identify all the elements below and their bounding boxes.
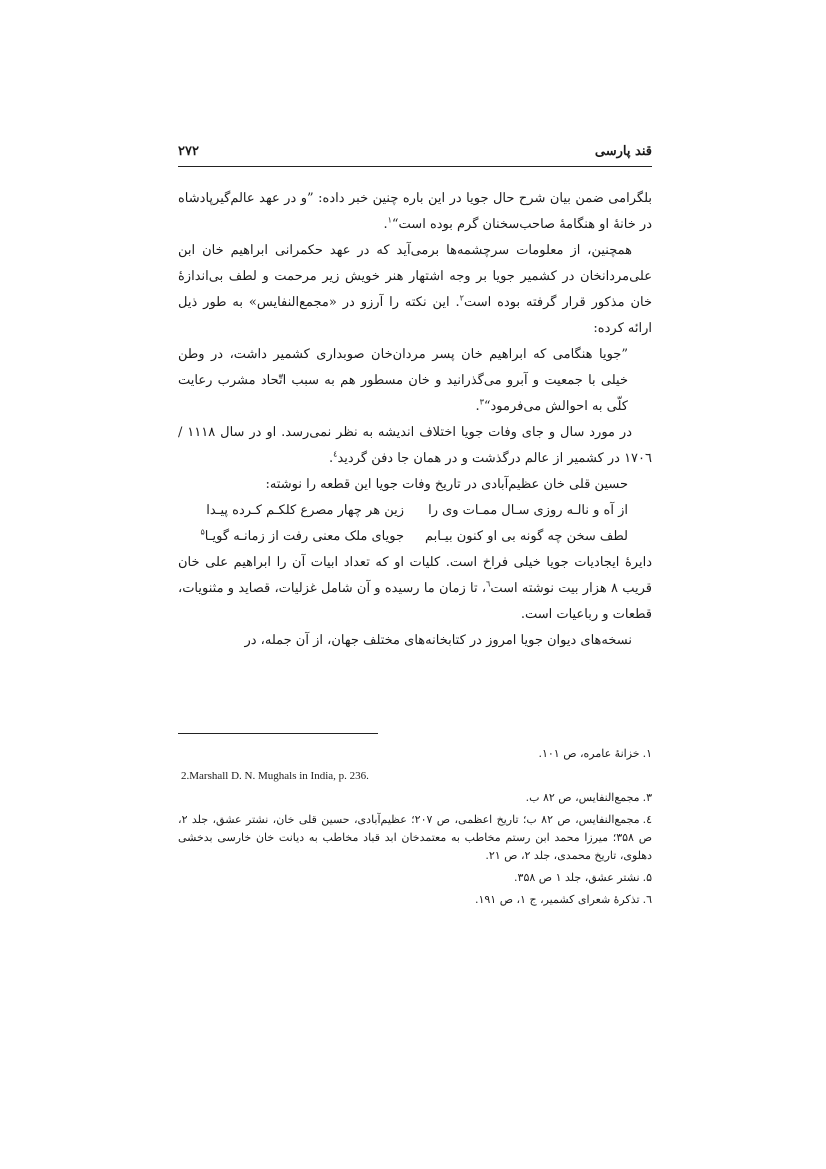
- block-quote: ”جویا هنگامی که ابراهیم خان پسر مردان‌خان صوبداری کشمیر داشت، در وطن خیلی با جمعیت و آبرو می‌گذرانید و خان مسطور هم به سبب اتّحاد مشرب رعایت کلّی به احوالش می‌فرمود“$^۳$.: [178, 347, 628, 414]
- footnotes: [178, 745, 652, 913]
- footnote-ref-6[interactable]: ٦: [486, 579, 491, 589]
- footnote-1: ۱.خزانهٔ عامره، ص ۱۰۱.: [538, 747, 652, 760]
- footnote-ref-5[interactable]: ۵: [200, 527, 205, 537]
- page-header: [178, 144, 652, 166]
- document-page: [178, 0, 652, 1169]
- verse-line-2: [178, 524, 628, 550]
- footnote-3: ۳.مجمع‌النفایس، ص ۸۲ ب.: [525, 791, 652, 804]
- footnote-ref-2[interactable]: ۲: [459, 293, 464, 303]
- footnote-5: ۵.نشتر عشق، جلد ۱ ص ۳۵۸.: [514, 871, 652, 884]
- hemistich: جویای ملک معنی رفت از زمانـه گویـا$^۵$: [200, 527, 404, 544]
- hemistich: از آه و نالـه روزی سـال ممـات وی را: [428, 503, 628, 518]
- header-rule: [178, 166, 652, 167]
- page-number: ۲۷۲: [178, 144, 199, 159]
- footnote-2: 2.Marshall D. N. Mughals in India, p. 236.: [181, 770, 369, 782]
- paragraph-1: بلگرامی ضمن بیان شرح حال جویا در این باره چنین خبر داده: ”و در عهد عالم‌گیرپادشاه در خانهٔ او هنگامهٔ صاحب‌سخنان گرم بوده است“$^۱$.: [178, 191, 652, 232]
- footnote-ref-4[interactable]: ٤: [333, 449, 338, 459]
- footnote-ref-3[interactable]: ۳: [479, 397, 484, 407]
- paragraph-4: دایرهٔ ایجادیات جویا خیلی فراخ است. کلیات او که تعداد ابیات آن را ابراهیم علی خان قریب ۸ هزار بیت نوشته است$^٦$، تا زمان ما رسیده و آن شامل غزلیات، قصاید و مثنویات، قطعات و رباعیات است.: [178, 555, 652, 622]
- main-text: [178, 186, 652, 654]
- paragraph-3: در مورد سال و جای وفات جویا اختلاف اندیشه به نظر نمی‌رسد. او در سال ۱۱۱۸ / ۱۷۰٦ در کشمیر از عالم درگذشت و در همان جا دفن گردید$^٤$.: [178, 425, 652, 466]
- footnote-6: ٦.تذکرهٔ شعرای کشمیر، ج ۱، ص ۱۹۱.: [474, 893, 652, 906]
- hemistich: لطف سخن چه گونه بی او کنون بیـابم: [425, 529, 628, 544]
- footnote-4: ٤.مجمع‌النفایس، ص ۸۲ ب؛ تاریخ اعظمی، ص ۲۰۷؛ عظیم‌آبادی، حسین قلی خان، نشتر عشق، جلد ۲، ص ۳۵۸؛ میرزا محمد ابن رستم مخاطب به معتمدخان ابد قباد مخاطب به دیانت خان خارسی بدخشی دهلوی، تاریخ محمدی، جلد ۲، ص ۲۱.: [178, 813, 653, 862]
- poem-intro: حسین قلی خان عظیم‌آبادی در تاریخ وفات جویا این قطعه را نوشته:: [265, 477, 628, 492]
- verse-line-1: [178, 498, 628, 524]
- hemistich: زین هر چهار مصرع کلکـم کـرده پیـدا: [206, 503, 404, 518]
- footnote-separator: [178, 733, 378, 734]
- paragraph-2: همچنین، از معلومات سرچشمه‌ها برمی‌آید که در عهد حکمرانی ابراهیم خان ابن علی‌مردانخان در کشمیر جویا بر وجه اشتهار هنر خویش زیر مرحمت و لطف بی‌اندازهٔ خان مذکور قرار گرفته بوده است$^۲$. این نکته را آرزو در «مجمع‌النفایس» به طور ذیل ارائه کرده:: [178, 243, 652, 336]
- footnote-ref-1[interactable]: ۱: [387, 215, 392, 225]
- paragraph-5: نسخه‌های دیوان جویا امروز در کتابخانه‌های مختلف جهان، از آن جمله، در: [244, 633, 632, 648]
- journal-title: قند پارسی: [594, 144, 652, 159]
